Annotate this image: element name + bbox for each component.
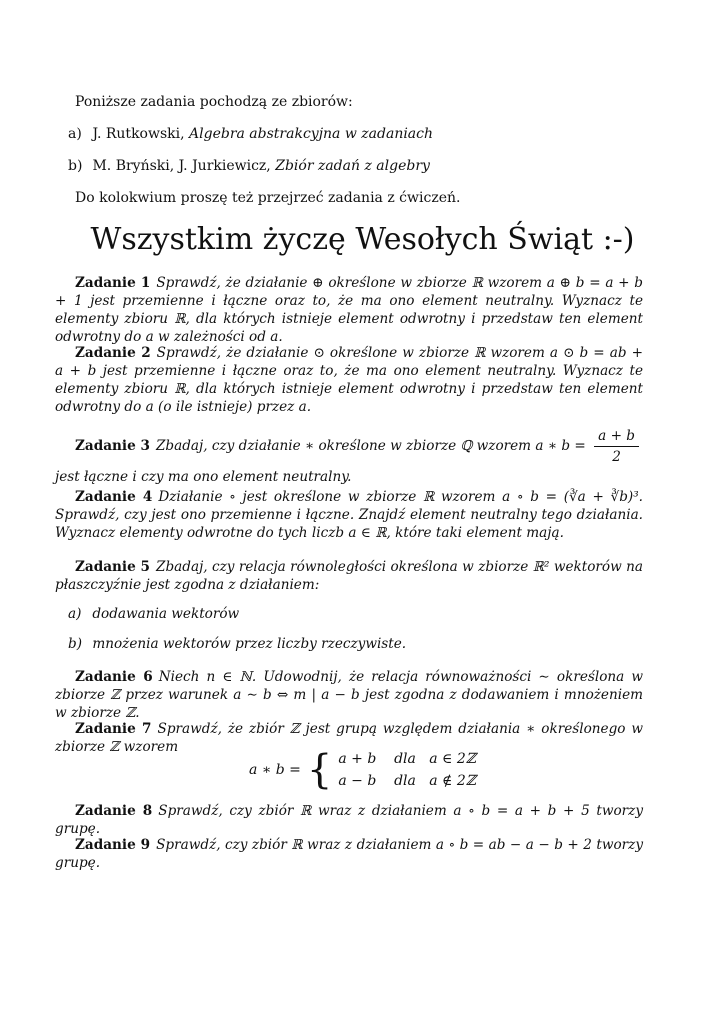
- task-label: Zadanie 5: [75, 559, 151, 575]
- task-text: Sprawdź, czy zbiór ℝ wraz z działaniem a ∘ b = a + b + 5 tworzy grupę.: [55, 803, 643, 837]
- brace-symbol: {: [306, 747, 333, 793]
- task-9: [55, 836, 643, 872]
- task-3: [55, 426, 643, 487]
- source-authors: J. Rutkowski,: [92, 126, 185, 142]
- piecewise-definition: [249, 748, 476, 792]
- task-text: Zbadaj, czy działanie ∗ określone w zbiorze ℚ wzorem a ∗ b =: [155, 438, 586, 454]
- task-2: [55, 344, 643, 416]
- task-label: Zadanie 4: [75, 489, 153, 505]
- source-title: Zbiór zadań z algebry: [275, 158, 430, 174]
- task-6: [55, 668, 643, 722]
- fraction-denominator: 2: [612, 449, 621, 465]
- note-text: Do kolokwium proszę też przejrzeć zadania z ćwiczeń.: [75, 190, 461, 206]
- source-authors: M. Bryński, J. Jurkiewicz,: [92, 158, 271, 174]
- piecewise-row: a + b dla a ∈ 2ℤ: [338, 751, 476, 767]
- item-text: dodawania wektorów: [92, 606, 240, 622]
- task-label: Zadanie 1: [75, 275, 151, 291]
- task-text: Sprawdź, że działanie ⊙ określone w zbiorze ℝ wzorem a ⊙ b = ab + a + b jest przemienne i łączne oraz to, że ma ono element neutralny. Wyznacz te elementy zbioru ℝ, dla których istnieje element odwrotny i przedstaw ten element odwrotny do a (o ile istnieje) przez a.: [55, 345, 643, 415]
- task-1: [55, 274, 643, 346]
- task-text: Sprawdź, że zbiór ℤ jest grupą względem działania ∗ określonego w zbiorze ℤ wzorem: [55, 721, 643, 755]
- task-text-continued: jest łączne i czy ma ono element neutralny.: [55, 469, 352, 485]
- task-label: Zadanie 3: [75, 438, 150, 454]
- item-label: a): [68, 606, 82, 622]
- piecewise-row: a − b dla a ∉ 2ℤ: [338, 773, 476, 789]
- task-label: Zadanie 2: [75, 345, 151, 361]
- task-text: Niech n ∈ ℕ. Udowodnij, że relacja równoważności ∼ określona w zbiorze ℤ przez warunek a ∼ b ⇔ m | a − b jest zgodna z dodawaniem i mnożeniem w zbiorze ℤ.: [55, 669, 643, 721]
- source-title: Algebra abstrakcyjna w zadaniach: [189, 126, 434, 142]
- fraction-numerator: a + b: [594, 426, 639, 447]
- task-text: Zbadaj, czy relacja równoległości określona w zbiorze ℝ² wektorów na płaszczyźnie jest zgodna z działaniem:: [55, 559, 643, 593]
- task-5-item: [68, 606, 239, 622]
- task-label: Zadanie 8: [75, 803, 153, 819]
- task-4: [55, 488, 643, 542]
- fraction: [594, 426, 639, 467]
- task-text: Sprawdź, że działanie ⊕ określone w zbiorze ℝ wzorem a ⊕ b = a + b + 1 jest przemienne i łączne oraz to, że ma ono element neutralny. Wyznacz te elementy zbioru ℝ, dla których istnieje element odwrotny i przedstaw ten element odwrotny do a w zależności od a.: [55, 275, 644, 345]
- task-5: [55, 558, 643, 594]
- source-label: b): [68, 158, 83, 174]
- task-label: Zadanie 7: [75, 721, 152, 737]
- item-text: mnożenia wektorów przez liczby rzeczywiste.: [92, 636, 407, 652]
- source-item: [68, 126, 433, 142]
- task-label: Zadanie 6: [75, 669, 153, 685]
- task-5-item: [68, 636, 406, 652]
- task-text: Działanie ∘ jest określone w zbiorze ℝ wzorem a ∘ b = (∛a + ∛b)³. Sprawdź, czy jest ono przemienne i łączne. Znajdź element neutralny tego działania. Wyznacz elementy odwrotne do tych liczb a ∈ ℝ, które taki element mają.: [55, 489, 643, 541]
- source-label: a): [68, 126, 82, 142]
- intro-text: Poniższe zadania pochodzą ze zbiorów:: [75, 94, 353, 110]
- source-item: [68, 158, 430, 174]
- item-label: b): [68, 636, 83, 652]
- page-title: Wszystkim życzę Wesołych Świąt :-): [90, 222, 635, 257]
- task-text: Sprawdź, czy zbiór ℝ wraz z działaniem a ∘ b = ab − a − b + 2 tworzy grupę.: [55, 837, 643, 871]
- task-8: [55, 802, 643, 838]
- task-label: Zadanie 9: [75, 837, 151, 853]
- piecewise-rows: [338, 748, 476, 792]
- piecewise-lhs: a ∗ b =: [249, 762, 301, 778]
